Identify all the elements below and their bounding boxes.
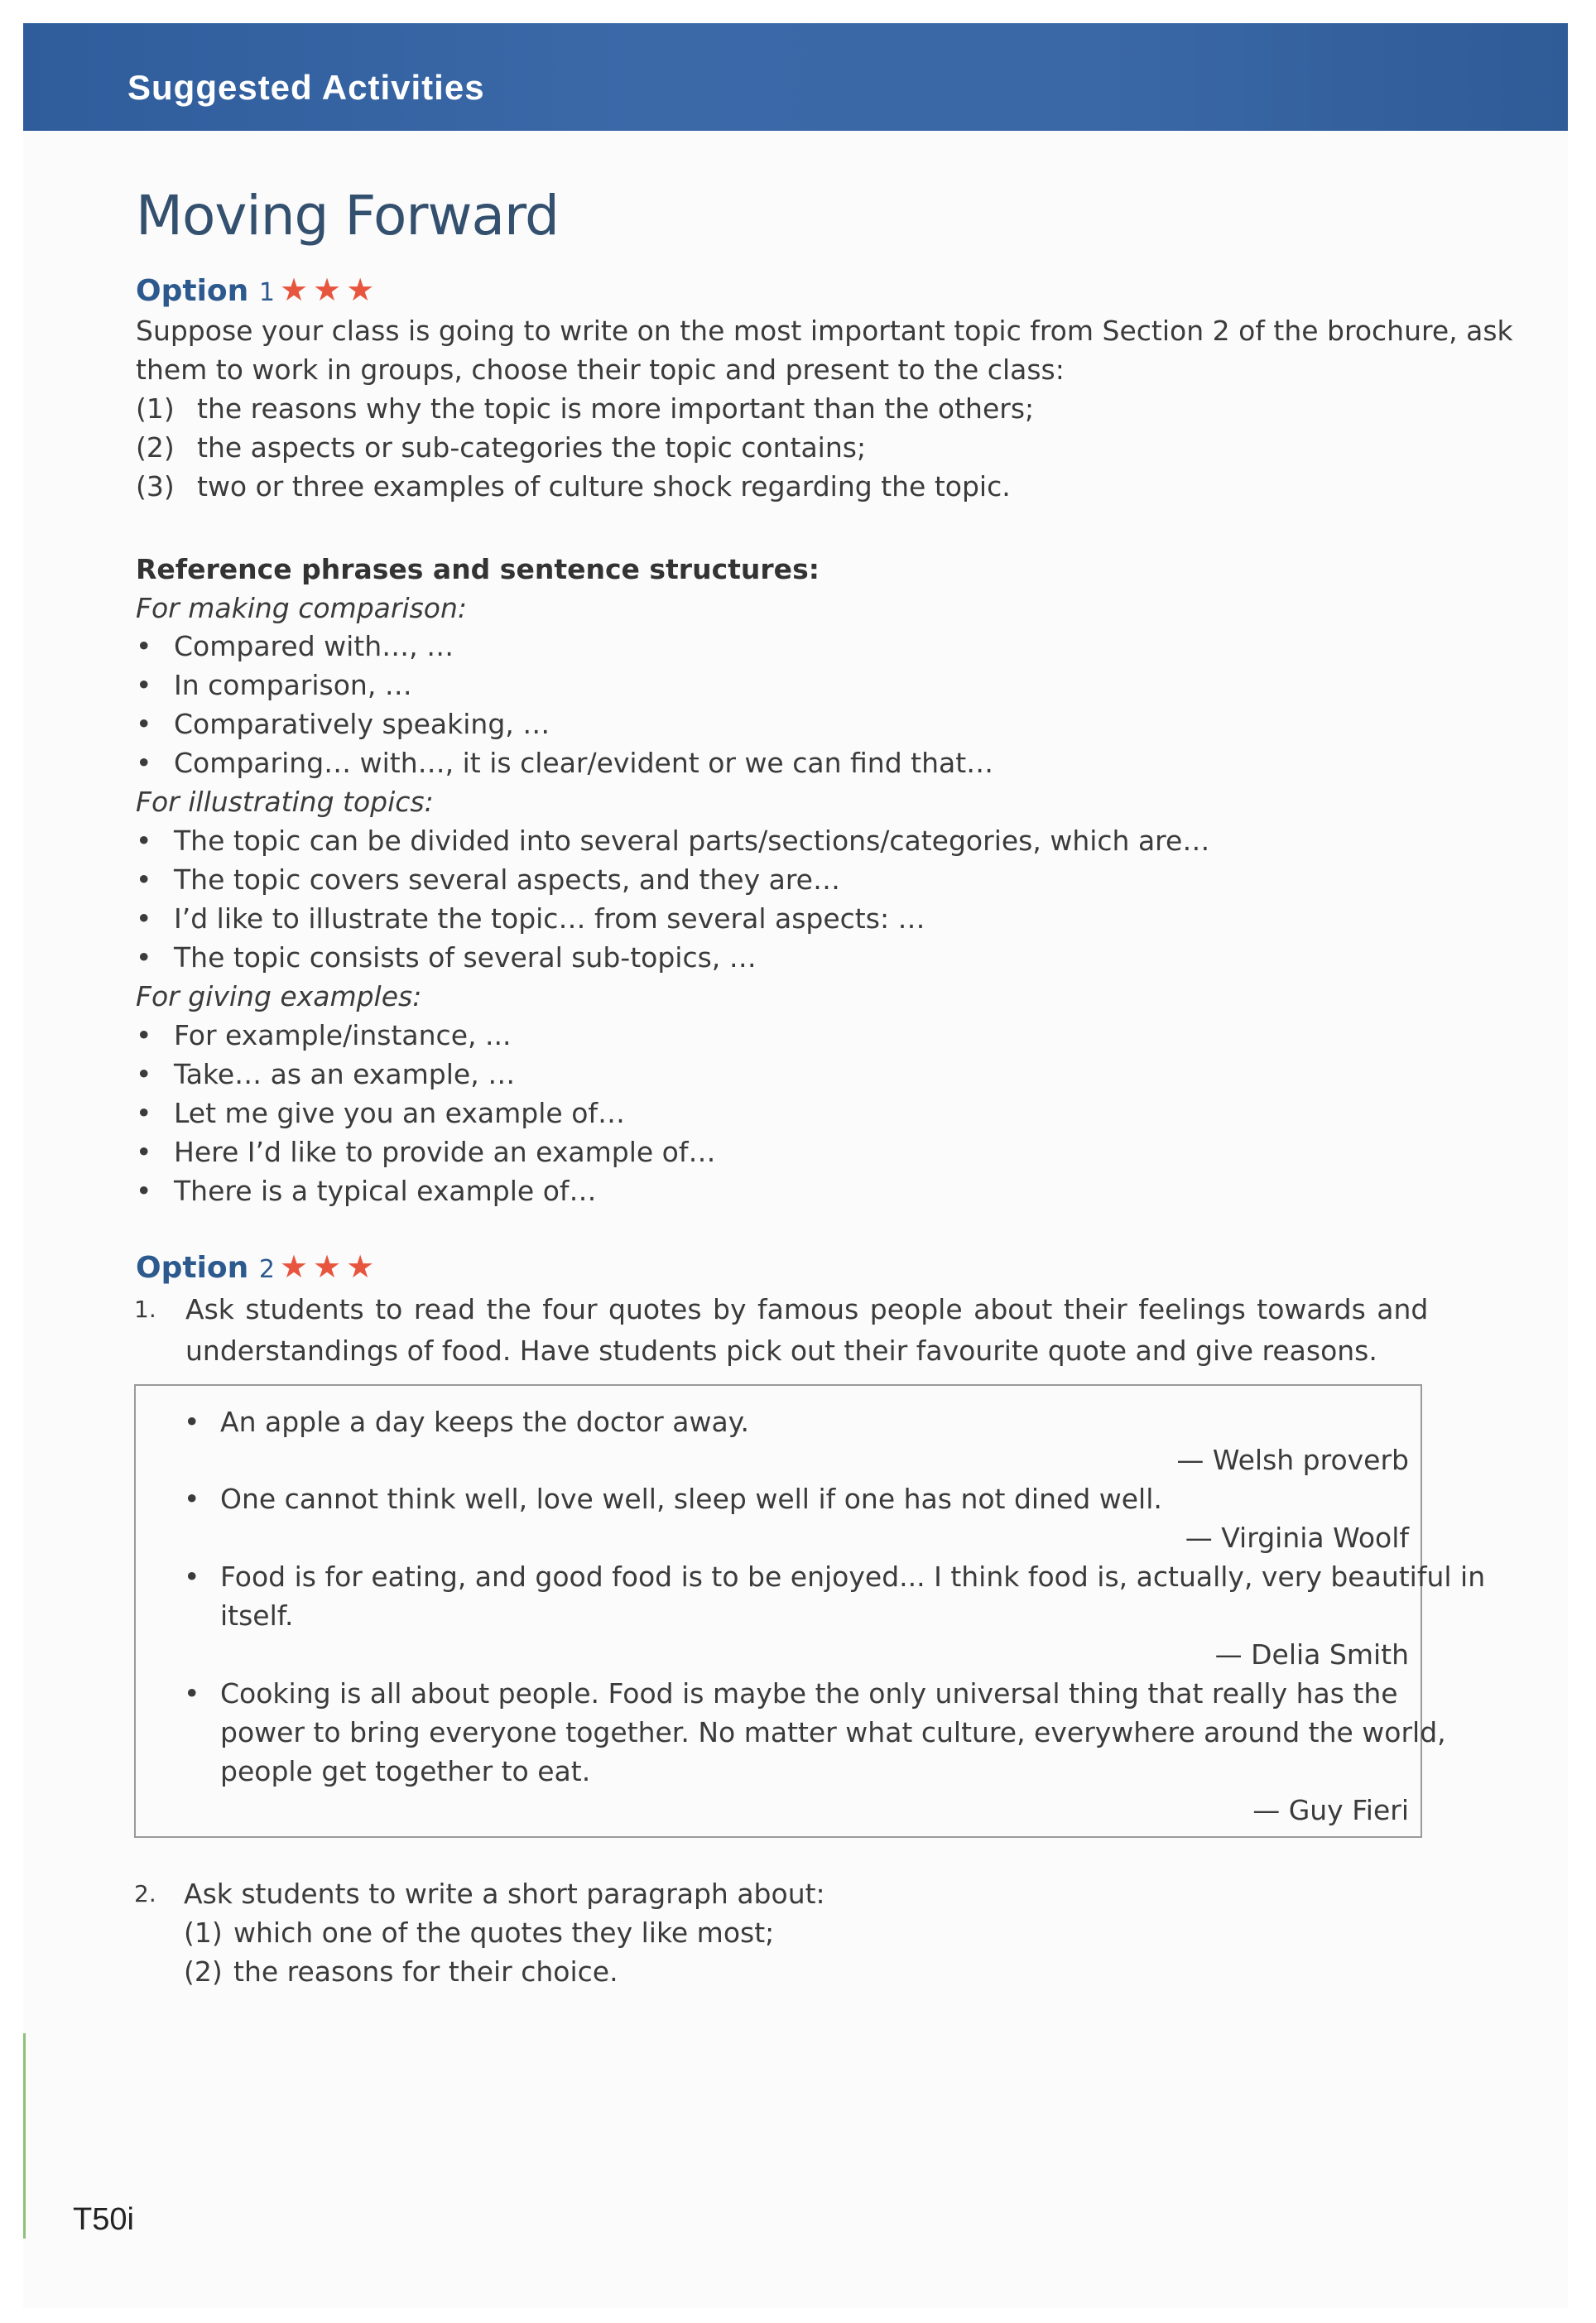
list-item-text: Comparing… with…, it is clear/evident or we can find that… [174, 747, 994, 779]
list-item-text: In comparison, … [174, 669, 412, 701]
bullet-icon: • [136, 747, 152, 779]
list-item-text: Take… as an example, … [174, 1058, 516, 1090]
reference-heading: Reference phrases and sentence structures: [136, 553, 820, 585]
bullet-icon: • [136, 1175, 152, 1207]
list-item-text: I’d like to illustrate the topic… from several aspects: … [174, 902, 925, 935]
option-1-title [136, 272, 379, 308]
group-title: For giving examples: [136, 980, 422, 1012]
bullet-icon: • [184, 1561, 200, 1593]
item-number: (1) [136, 392, 175, 425]
banner-title: Suggested Activities [127, 68, 485, 107]
group-title: For illustrating topics: [136, 786, 434, 818]
list-item-text: Let me give you an example of… [174, 1097, 625, 1129]
step-number: 2. [134, 1880, 156, 1907]
bullet-icon: • [136, 1058, 152, 1090]
item-text: the reasons for their choice. [233, 1955, 618, 1988]
quote-text: Food is for eating, and good food is to be enjoyed... I think food is, actually, very beautiful in [220, 1561, 1486, 1593]
list-item-text: The topic consists of several sub-topics, … [174, 941, 757, 974]
quote-text-continued: people get together to eat. [220, 1755, 591, 1787]
bullet-icon: • [136, 630, 152, 662]
bullet-icon: • [136, 1019, 152, 1051]
list-item-text: For example/instance, ... [174, 1019, 512, 1051]
quote-author: — Guy Fieri [1252, 1794, 1409, 1826]
quote-author: — Delia Smith [1214, 1638, 1409, 1671]
list-item-text: The topic can be divided into several parts/sections/categories, which are… [174, 825, 1210, 857]
item-text: the aspects or sub-categories the topic contains; [197, 431, 867, 464]
list-item-text: Here I’d like to provide an example of… [174, 1136, 716, 1168]
quote-text: One cannot think well, love well, sleep well if one has not dined well. [220, 1483, 1162, 1515]
quote-text-continued: itself. [220, 1599, 294, 1632]
item-number: (2) [184, 1955, 223, 1988]
group-title: For making comparison: [136, 592, 468, 624]
margin-rule [23, 2033, 26, 2239]
list-item-text: Compared with…, … [174, 630, 454, 662]
quote-author: — Welsh proverb [1176, 1444, 1409, 1476]
option-1-number: 1 [258, 278, 275, 307]
list-item-text: The topic covers several aspects, and they are… [174, 863, 840, 896]
page-number: T50i [73, 2202, 134, 2237]
step-text: Ask students to write a short paragraph about: [184, 1878, 825, 1910]
list-item-text: Comparatively speaking, … [174, 708, 550, 740]
bullet-icon: • [184, 1483, 200, 1515]
option-2-step-1-line-2: understandings of food. Have students pick out their favourite quote and give reasons. [185, 1335, 1377, 1367]
quote-text-continued: power to bring everyone together. No matter what culture, everywhere around the world, [220, 1716, 1446, 1748]
bullet-icon: • [184, 1406, 200, 1438]
quote-author: — Virginia Woolf [1185, 1522, 1409, 1554]
item-text: two or three examples of culture shock regarding the topic. [197, 470, 1011, 503]
option-1-intro-line-1: Suppose your class is going to write on the most important topic from Section 2 of the brochure, ask [136, 315, 1513, 347]
star-rating-icon: ★★★ [279, 1248, 380, 1285]
step-number: 1. [134, 1296, 156, 1323]
bullet-icon: • [136, 863, 152, 896]
bullet-icon: • [136, 708, 152, 740]
bullet-icon: • [136, 902, 152, 935]
item-number: (2) [136, 431, 175, 464]
option-1-intro-line-2: them to work in groups, choose their topic and present to the class: [136, 354, 1065, 386]
bullet-icon: • [136, 1097, 152, 1129]
bullet-icon: • [136, 1136, 152, 1168]
bullet-icon: • [136, 825, 152, 857]
page-title: Moving Forward [136, 184, 559, 248]
option-1-label: Option [136, 274, 249, 308]
item-text: which one of the quotes they like most; [233, 1917, 775, 1949]
bullet-icon: • [136, 941, 152, 974]
star-rating-icon: ★★★ [279, 272, 380, 308]
item-number: (1) [184, 1917, 223, 1949]
option-2-label: Option [136, 1251, 249, 1285]
quote-text: Cooking is all about people. Food is maybe the only universal thing that really has the [220, 1677, 1398, 1710]
quote-text: An apple a day keeps the doctor away. [220, 1406, 749, 1438]
item-number: (3) [136, 470, 175, 503]
option-2-title [136, 1248, 379, 1285]
bullet-icon: • [136, 669, 152, 701]
step-text: Ask students to read the four quotes by famous people about their feelings towards and [185, 1293, 1429, 1325]
option-2-number: 2 [258, 1255, 275, 1284]
item-text: the reasons why the topic is more important than the others; [197, 392, 1035, 425]
list-item-text: There is a typical example of… [174, 1175, 597, 1207]
bullet-icon: • [184, 1677, 200, 1710]
